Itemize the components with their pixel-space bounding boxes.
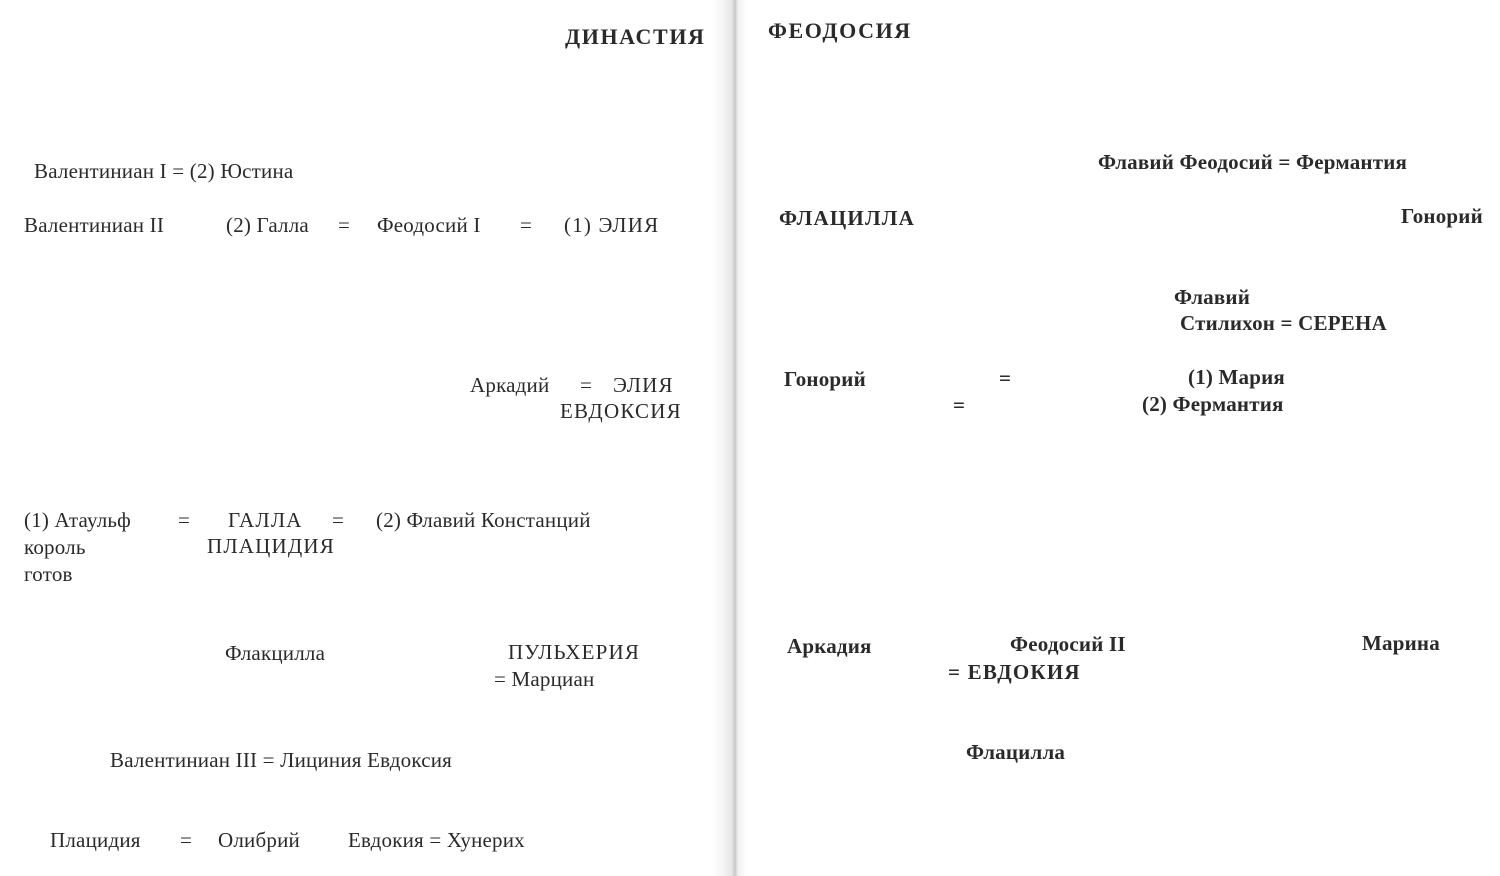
- entry-flacilla-caps: ФЛАЦИЛЛА: [779, 206, 915, 230]
- entry-marcian: = Марциан: [494, 667, 595, 691]
- entry-flaccilla: Флакцилла: [225, 641, 326, 665]
- entry-theodosius-1: Феодосий I: [377, 213, 481, 237]
- entry-arcadius: Аркадий: [470, 373, 550, 397]
- entry-flavius-theodosius: Флавий Феодосий = Фермантия: [1098, 150, 1408, 174]
- entry-ataulf-title-1: король: [24, 535, 86, 559]
- entry-eudocia: = ЕВДОКИЯ: [948, 660, 1081, 684]
- entry-ataulf: (1) Атаульф: [24, 508, 131, 532]
- entry-honorius-2: Гонорий: [784, 367, 866, 391]
- marriage-sign: =: [338, 213, 351, 237]
- entry-arcadia: Аркадия: [787, 634, 872, 658]
- entry-flacilla-2: Флацилла: [966, 740, 1066, 764]
- left-page: [0, 0, 734, 876]
- marriage-sign: =: [180, 828, 193, 852]
- marriage-sign: =: [999, 366, 1012, 390]
- entry-galla-placidia-1: ГАЛЛА: [228, 508, 303, 532]
- entry-olybrius: Олибрий: [218, 828, 300, 852]
- entry-ataulf-title-2: готов: [24, 562, 73, 586]
- entry-aelia-flaccilla: (1) ЭЛИЯ: [564, 213, 660, 237]
- entry-valentinian-2: Валентиниан II: [24, 213, 165, 237]
- entry-eudocia-huneric: Евдокия = Хунерих: [348, 828, 525, 852]
- marriage-sign: =: [332, 508, 345, 532]
- entry-theodosius-2: Феодосий II: [1010, 632, 1126, 656]
- entry-eudoxia: ЕВДОКСИЯ: [560, 399, 682, 423]
- entry-valentinian-1: Валентиниан I = (2) Юстина: [34, 159, 294, 183]
- marriage-sign: =: [520, 213, 533, 237]
- entry-constantius: (2) Флавий Констанций: [376, 508, 591, 532]
- right-page: [734, 0, 1500, 876]
- entry-honorius-1: Гонорий: [1401, 204, 1483, 228]
- entry-placidia: Плацидия: [50, 828, 141, 852]
- entry-thermantia: (2) Фермантия: [1142, 392, 1284, 416]
- marriage-sign: =: [580, 373, 593, 397]
- entry-maria: (1) Мария: [1188, 365, 1285, 389]
- entry-marina: Марина: [1362, 631, 1440, 655]
- entry-pulcheria: ПУЛЬХЕРИЯ: [508, 640, 641, 664]
- marriage-sign: =: [178, 508, 191, 532]
- entry-stilicho: Стилихон = СЕРЕНА: [1180, 311, 1387, 335]
- entry-flavius: Флавий: [1174, 285, 1251, 309]
- entry-aelia: ЭЛИЯ: [613, 373, 674, 397]
- page-title-left: ДИНАСТИЯ: [565, 24, 706, 49]
- marriage-sign: =: [953, 393, 966, 417]
- page-title-right: ФЕОДОСИЯ: [768, 18, 912, 43]
- entry-valentinian-3: Валентиниан III = Лициния Евдоксия: [110, 748, 453, 772]
- entry-galla-placidia-2: ПЛАЦИДИЯ: [207, 534, 336, 558]
- entry-galla: (2) Галла: [226, 213, 309, 237]
